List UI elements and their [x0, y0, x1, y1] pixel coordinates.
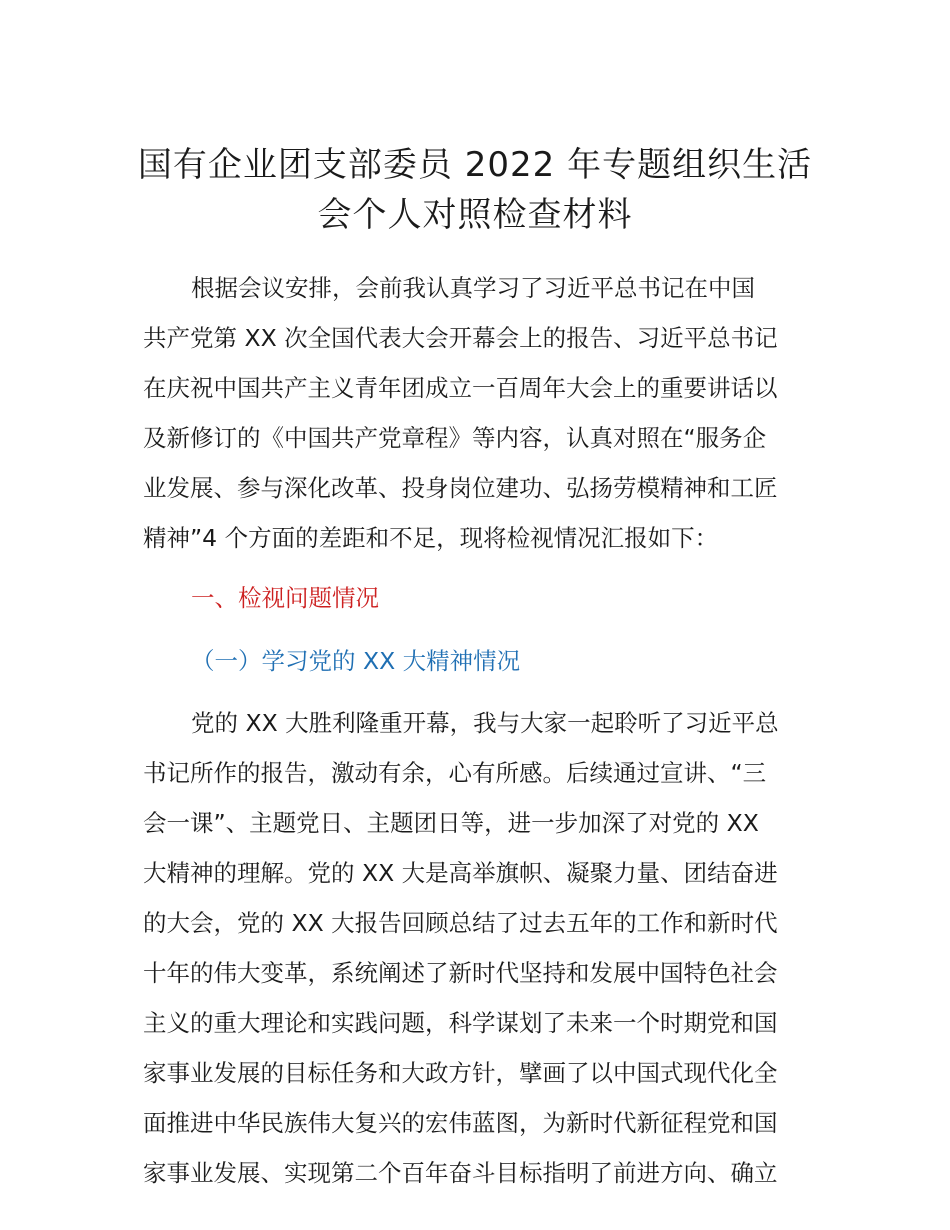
- intro-line: 根据会议安排，会前我认真学习了习近平总书记在中国: [191, 274, 755, 302]
- document-title-line-2: 会个人对照检查材料: [317, 195, 633, 235]
- intro-line: 在庆祝中国共产主义青年团成立一百周年大会上的重要讲话以: [143, 374, 778, 402]
- document-title-line-1: 国有企业团支部委员 2022 年专题组织生活: [137, 145, 813, 185]
- body-line: 主义的重大理论和实践问题，科学谋划了未来一个时期党和国: [143, 1009, 778, 1037]
- body-line: 的大会，党的 XX 大报告回顾总结了过去五年的工作和新时代: [143, 909, 778, 937]
- intro-line: 共产党第 XX 次全国代表大会开幕会上的报告、习近平总书记: [143, 324, 778, 352]
- section-heading-1: 一、检视问题情况: [191, 584, 379, 612]
- body-line: 家事业发展、实现第二个百年奋斗目标指明了前进方向、确立: [143, 1159, 778, 1187]
- body-line: 党的 XX 大胜利隆重开幕，我与大家一起聆听了习近平总: [191, 709, 779, 737]
- body-line: 书记所作的报告，激动有余，心有所感。后续通过宣讲、“三: [143, 759, 767, 787]
- body-line: 十年的伟大变革，系统阐述了新时代坚持和发展中国特色社会: [143, 959, 778, 987]
- body-line: 面推进中华民族伟大复兴的宏伟蓝图，为新时代新征程党和国: [143, 1109, 778, 1137]
- intro-line: 及新修订的《中国共产党章程》等内容，认真对照在“服务企: [143, 424, 767, 452]
- body-line: 家事业发展的目标任务和大政方针，擘画了以中国式现代化全: [143, 1059, 778, 1087]
- subsection-heading-1: （一）学习党的 XX 大精神情况: [191, 647, 521, 675]
- body-line: 会一课”、主题党日、主题团日等，进一步加深了对党的 XX: [143, 809, 759, 837]
- intro-line: 精神”4 个方面的差距和不足，现将检视情况汇报如下：: [143, 524, 719, 552]
- body-line: 大精神的理解。党的 XX 大是高举旗帜、凝聚力量、团结奋进: [143, 859, 778, 887]
- intro-line: 业发展、参与深化改革、投身岗位建功、弘扬劳模精神和工匠: [143, 474, 778, 502]
